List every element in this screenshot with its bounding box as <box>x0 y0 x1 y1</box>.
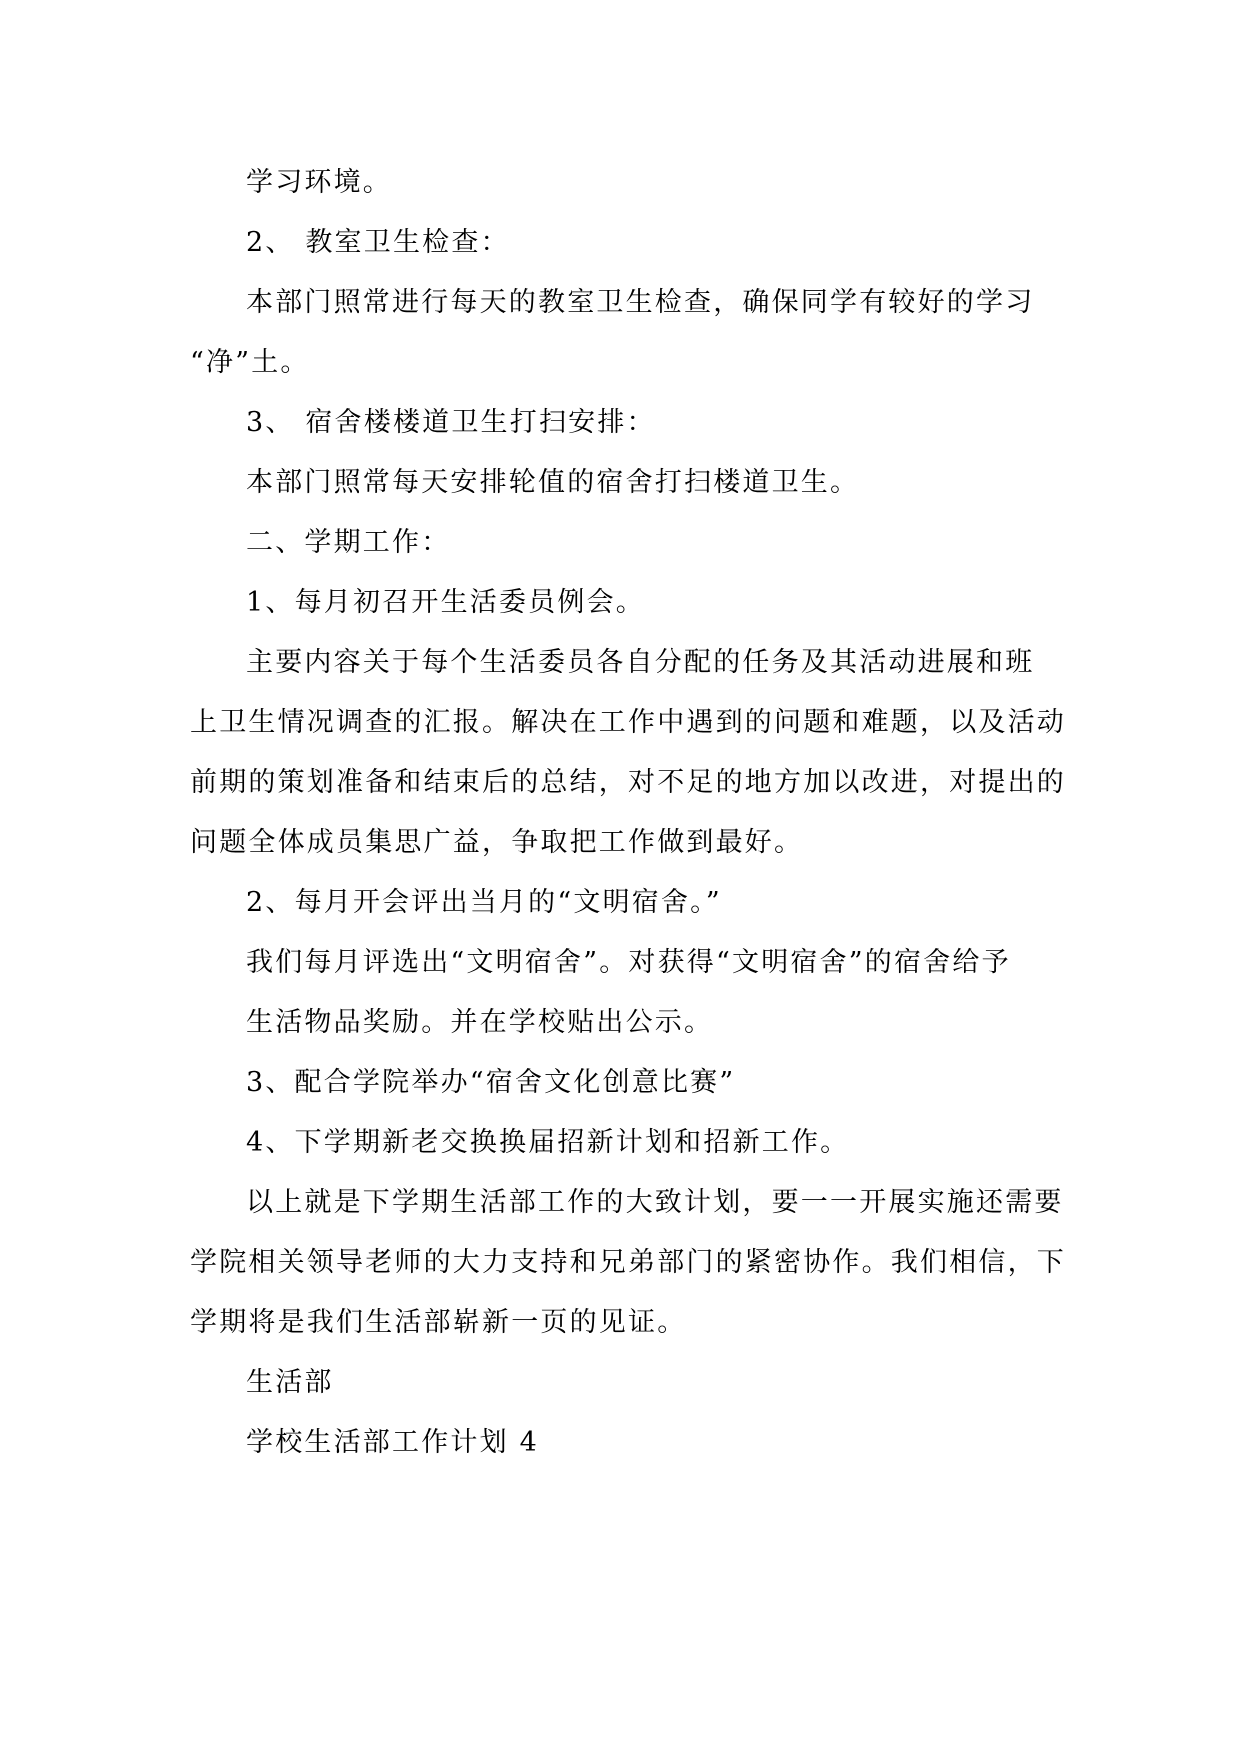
paragraph-line: 前期的策划准备和结束后的总结，对不足的地方加以改进，对提出的 <box>190 767 1066 798</box>
paragraph-line: 我们每月评选出“文明宿舍”。对获得“文明宿舍”的宿舍给予 <box>246 947 1011 978</box>
paragraph-line: 学期将是我们生活部崭新一页的见证。 <box>190 1307 687 1338</box>
paragraph-line: 主要内容关于每个生活委员各自分配的任务及其活动进展和班 <box>246 647 1035 678</box>
list-heading-line: 2、每月开会评出当月的“文明宿舍。” <box>246 887 722 918</box>
paragraph-line: 学习环境。 <box>246 167 392 198</box>
list-heading-line: 3、配合学院举办“宿舍文化创意比赛” <box>246 1067 736 1098</box>
list-heading-line: 2、 教室卫生检查： <box>246 227 510 258</box>
paragraph-line: “净”土。 <box>190 347 310 378</box>
paragraph-line: 学院相关领导老师的大力支持和兄弟部门的紧密协作。我们相信，下 <box>190 1247 1066 1278</box>
paragraph-line: 生活物品奖励。并在学校贴出公示。 <box>246 1007 714 1038</box>
list-heading-line: 4、下学期新老交换换届招新计划和招新工作。 <box>246 1127 850 1158</box>
signature-line: 生活部 <box>246 1367 334 1398</box>
list-heading-line: 3、 宿舍楼楼道卫生打扫安排： <box>246 407 656 438</box>
paragraph-line: 以上就是下学期生活部工作的大致计划，要一一开展实施还需要 <box>246 1187 1064 1218</box>
paragraph-line: 本部门照常进行每天的教室卫生检查，确保同学有较好的学习 <box>246 287 1035 318</box>
paragraph-line: 本部门照常每天安排轮值的宿舍打扫楼道卫生。 <box>246 467 860 498</box>
list-heading-line: 1、每月初召开生活委员例会。 <box>246 587 645 618</box>
section-heading-line: 二、学期工作： <box>246 527 451 558</box>
next-section-title: 学校生活部工作计划 4 <box>246 1427 539 1458</box>
paragraph-line: 上卫生情况调查的汇报。解决在工作中遇到的问题和难题，以及活动 <box>190 707 1066 738</box>
paragraph-line: 问题全体成员集思广益，争取把工作做到最好。 <box>190 827 804 858</box>
